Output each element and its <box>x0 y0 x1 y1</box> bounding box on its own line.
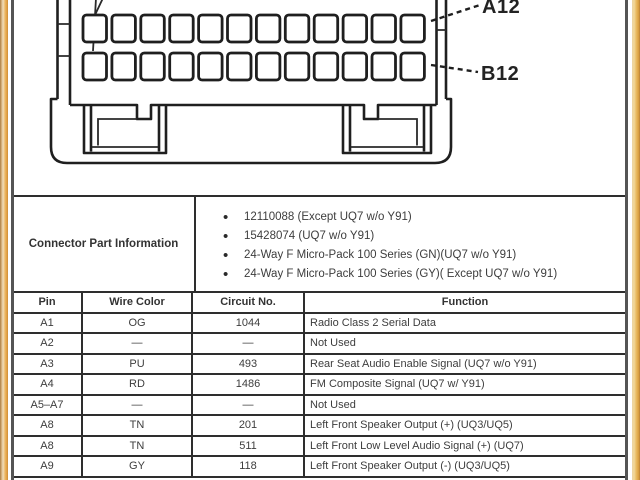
table-cell: GY <box>82 456 192 477</box>
table-cell: — <box>192 395 304 416</box>
table-cell: A9 <box>13 456 82 477</box>
table-cell: 1486 <box>192 374 304 395</box>
connector-pin <box>256 15 280 42</box>
column-header: Pin <box>13 292 82 313</box>
part-number-item: • 24-Way F Micro-Pack 100 Series (GY)( Except UQ7 w/o Y91) <box>223 265 621 284</box>
table-cell: A1 <box>13 313 82 334</box>
table-cell: RD <box>82 374 192 395</box>
table-cell: Not Used <box>304 333 625 354</box>
table-cell: FM Composite Signal (UQ7 w/ Y91) <box>304 374 625 395</box>
table-cell: — <box>82 333 192 354</box>
pin-label-a12: A12 <box>482 0 521 18</box>
page-border-left <box>11 0 14 480</box>
table-cell: A4 <box>13 374 82 395</box>
table-cell: TN <box>82 436 192 457</box>
connector-pin <box>141 53 165 80</box>
a12-leader-line <box>431 5 480 21</box>
b12-leader-line <box>431 65 478 72</box>
table-row <box>13 395 625 416</box>
pin-row-a <box>83 15 424 42</box>
table-cell: Not Used <box>304 395 625 416</box>
connector-pin <box>401 53 425 80</box>
table-cell: Rear Seat Audio Enable Signal (UQ7 w/o Y91) <box>304 354 625 375</box>
part-number-item: • 24-Way F Micro-Pack 100 Series (GN)(UQ7 w/o Y91) <box>223 246 621 265</box>
connector-pin <box>83 15 107 42</box>
connector-diagram <box>0 0 640 195</box>
table-row <box>13 415 625 436</box>
table-cell: A8 <box>13 415 82 436</box>
table-row <box>13 456 625 477</box>
connector-pin <box>170 15 194 42</box>
table-row <box>13 313 625 334</box>
right-mounting-clip <box>343 105 431 153</box>
connector-pin <box>314 53 338 80</box>
pin-row-b <box>83 53 424 80</box>
table-cell: 511 <box>192 436 304 457</box>
table-cell: TN <box>82 415 192 436</box>
table-cell: PU <box>82 354 192 375</box>
connector-pin <box>285 15 309 42</box>
connector-pin <box>285 53 309 80</box>
table-cell: Left Front Low Level Audio Signal (+) (UQ7) <box>304 436 625 457</box>
column-header: Circuit No. <box>192 292 304 313</box>
connector-part-info-section <box>13 195 625 291</box>
part-number-item: • 15428074 (UQ7 w/o Y91) <box>223 227 621 246</box>
connector-pin <box>372 15 396 42</box>
connector-pin <box>141 15 165 42</box>
connector-pin <box>83 53 107 80</box>
connector-part-info-label: Connector Part Information <box>28 238 179 250</box>
part-number-item: • 12110088 (Except UQ7 w/o Y91) <box>223 208 621 227</box>
table-cell: A5–A7 <box>13 395 82 416</box>
connector-pin <box>112 15 135 42</box>
table-cell: A2 <box>13 333 82 354</box>
table-row <box>13 436 625 457</box>
connector-pin <box>199 53 223 80</box>
left-mounting-clip <box>84 105 166 153</box>
table-cell: — <box>82 395 192 416</box>
table-cell: OG <box>82 313 192 334</box>
connector-pin <box>228 53 252 80</box>
column-header: Wire Color <box>82 292 192 313</box>
table-cell: — <box>192 333 304 354</box>
part-number-list <box>196 197 625 291</box>
connector-pin <box>401 15 425 42</box>
connector-pin <box>228 15 252 42</box>
connector-pin <box>314 15 338 42</box>
page-border-right <box>625 0 628 480</box>
connector-pin <box>343 15 367 42</box>
table-cell: 493 <box>192 354 304 375</box>
table-cell: A8 <box>13 436 82 457</box>
connector-pin <box>343 53 367 80</box>
connector-pin <box>170 53 194 80</box>
table-cell: Radio Class 2 Serial Data <box>304 313 625 334</box>
connector-pin <box>256 53 280 80</box>
pinout-table <box>13 291 625 478</box>
table-cell: Left Front Speaker Output (-) (UQ3/UQ5) <box>304 456 625 477</box>
left-accent-border <box>0 0 8 480</box>
table-cell: 1044 <box>192 313 304 334</box>
table-row <box>13 354 625 375</box>
connector-pin <box>112 53 135 80</box>
table-row <box>13 333 625 354</box>
table-row <box>13 374 625 395</box>
right-accent-border <box>632 0 640 480</box>
table-cell: Left Front Speaker Output (+) (UQ3/UQ5) <box>304 415 625 436</box>
table-header-row <box>13 292 625 313</box>
connector-pin <box>372 53 396 80</box>
column-header: Function <box>304 292 625 313</box>
table-cell: 118 <box>192 456 304 477</box>
connector-pin <box>199 15 223 42</box>
table-cell: 201 <box>192 415 304 436</box>
table-cell: A3 <box>13 354 82 375</box>
pin-label-b12: B12 <box>481 63 520 85</box>
